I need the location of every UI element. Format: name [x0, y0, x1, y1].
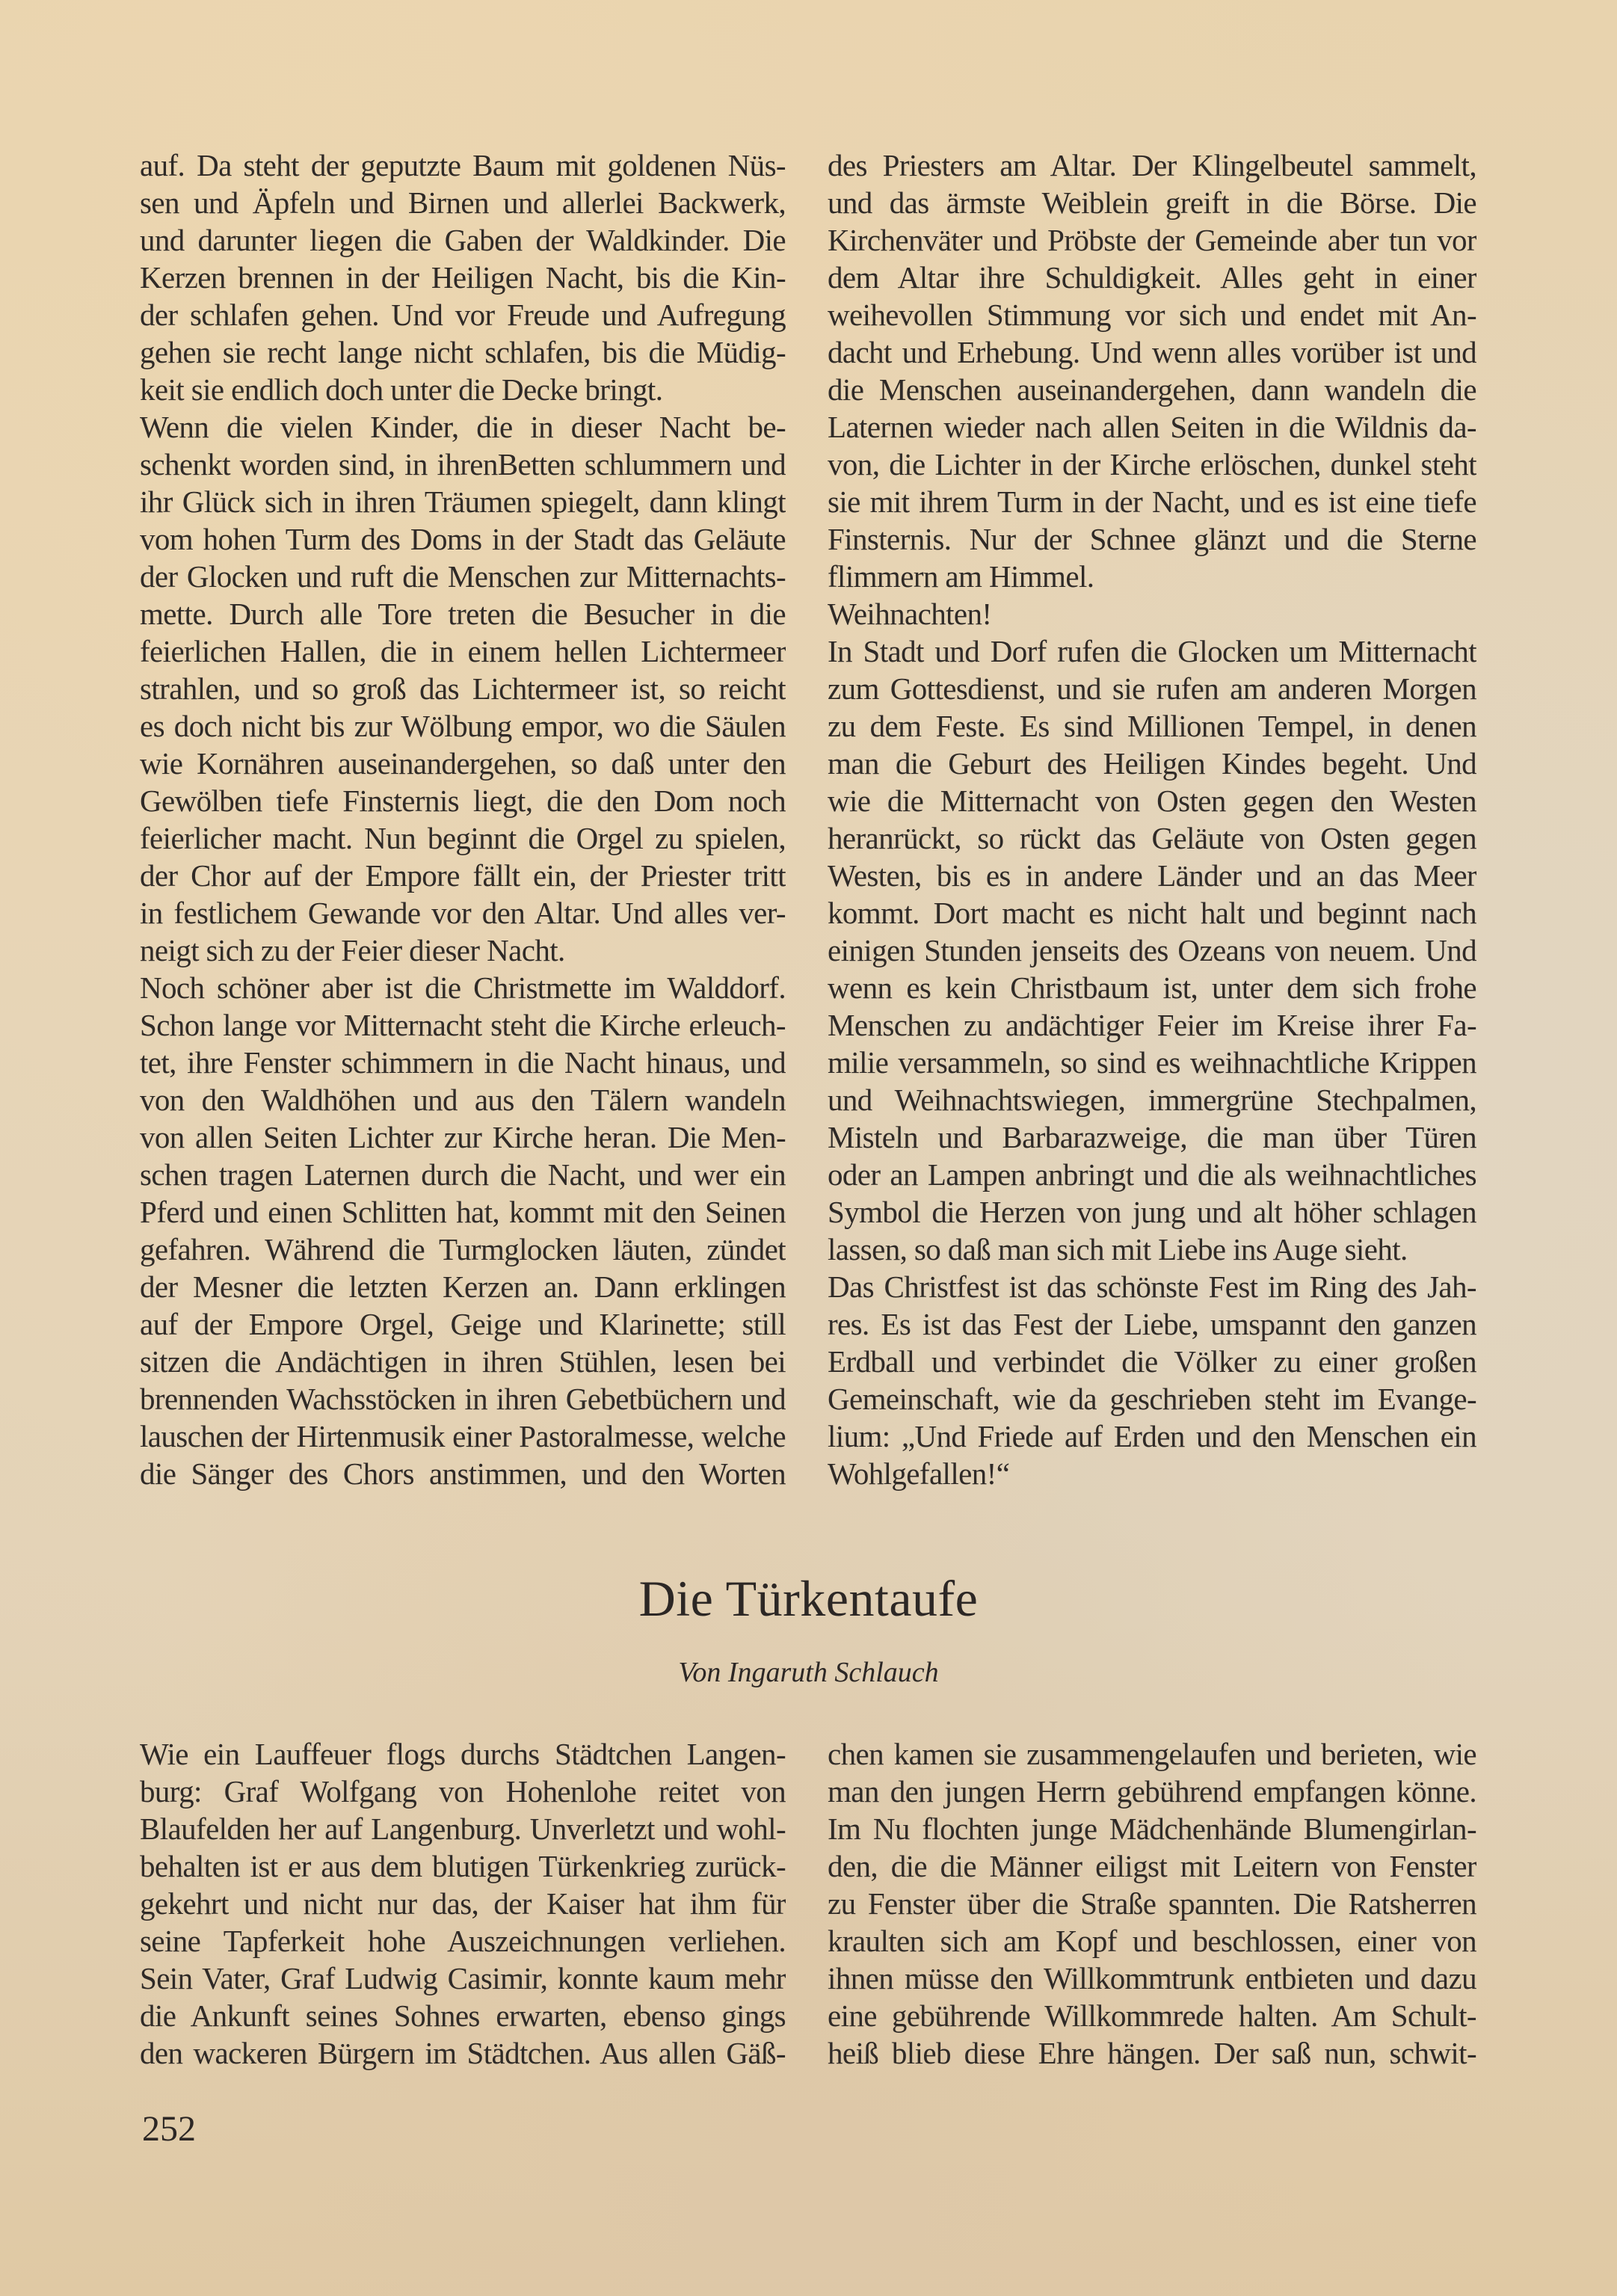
text-line: Wie ein Lauffeuer flogs durchs Städtchen Langen-: [140, 1737, 786, 1771]
text-line: Laternen wieder nach allen Seiten in die Wildnis da-: [828, 410, 1476, 444]
text-line: dem Altar ihre Schuldigkeit. Alles geht in einer: [828, 260, 1476, 295]
text-line: neigt sich zu der Feier dieser Nacht.: [140, 933, 565, 967]
text-line: eine gebührende Willkommrede halten. Am Schult-: [828, 1998, 1476, 2033]
text-line: der Chor auf der Empore fällt ein, der Priester tritt: [140, 858, 786, 893]
text-line: weihevollen Stimmung vor sich und endet mit An-: [828, 298, 1476, 332]
article-1-column-right: [828, 147, 1476, 1492]
text-line: schen tragen Laternen durch die Nacht, und wer ein: [140, 1157, 786, 1192]
text-line: wie Kornähren auseinandergehen, so daß unter den: [140, 746, 786, 781]
text-line: Kerzen brennen in der Heiligen Nacht, bis die Kin-: [140, 260, 786, 295]
text-line: gehen sie recht lange nicht schlafen, bis die Müdig-: [140, 335, 786, 369]
text-line: kommt. Dort macht es nicht halt und beginnt nach: [828, 896, 1476, 930]
text-line: In Stadt und Dorf rufen die Glocken um Mitternacht: [828, 634, 1476, 668]
text-line: die Menschen auseinandergehen, dann wandeln die: [828, 372, 1476, 407]
text-line: den, die die Männer eiligst mit Leitern von Fenster: [828, 1849, 1476, 1883]
article-2-column-right: [828, 1735, 1476, 2072]
text-line: ihr Glück sich in ihren Träumen spiegelt, dann klingt: [140, 484, 786, 519]
text-line: tet, ihre Fenster schimmern in die Nacht hinaus, und: [140, 1045, 786, 1080]
text-line: Misteln und Barbarazweige, die man über Türen: [828, 1120, 1476, 1154]
text-line: ihnen müsse den Willkommtrunk entbieten und dazu: [828, 1961, 1476, 1995]
article-1-column-left: [140, 147, 786, 1492]
text-line: man den jungen Herrn gebührend empfangen könne.: [828, 1774, 1476, 1809]
text-line: des Priesters am Altar. Der Klingelbeutel sammelt,: [828, 148, 1476, 182]
text-line: man die Geburt des Heiligen Kindes begeht. Und: [828, 746, 1476, 781]
text-line: der Mesner die letzten Kerzen an. Dann erklingen: [140, 1269, 786, 1304]
text-line: heranrückt, so rückt das Geläute von Osten gegen: [828, 821, 1476, 855]
text-line: Im Nu flochten junge Mädchenhände Blumengirlan-: [828, 1812, 1476, 1846]
text-line: milie versammeln, so sind es weihnachtliche Krippen: [828, 1045, 1476, 1080]
text-line: von den Waldhöhen und aus den Tälern wandeln: [140, 1083, 786, 1117]
text-line: wie die Mitternacht von Osten gegen den Westen: [828, 784, 1476, 818]
text-line: Das Christfest ist das schönste Fest im Ring des Jah-: [828, 1269, 1476, 1304]
text-line: gefahren. Während die Turmglocken läuten, zündet: [140, 1232, 786, 1267]
text-line: es doch nicht bis zur Wölbung empor, wo die Säulen: [140, 709, 786, 743]
text-line: schenkt worden sind, in ihrenBetten schlummern und: [140, 447, 786, 481]
text-line: seine Tapferkeit hohe Auszeichnungen verliehen.: [140, 1924, 786, 1958]
text-line: Wenn die vielen Kinder, die in dieser Nacht be-: [140, 410, 786, 444]
text-line: zu dem Feste. Es sind Millionen Tempel, in denen: [828, 709, 1476, 743]
text-line: zum Gottesdienst, und sie rufen am anderen Morgen: [828, 671, 1476, 706]
text-line: lauschen der Hirtenmusik einer Pastoralmesse, welche: [140, 1419, 786, 1453]
text-line: behalten ist er aus dem blutigen Türkenkrieg zurück-: [140, 1849, 786, 1883]
text-line: lassen, so daß man sich mit Liebe ins Auge sieht.: [828, 1232, 1408, 1267]
text-line: Noch schöner aber ist die Christmette im Walddorf.: [140, 970, 786, 1005]
text-line: einigen Stunden jenseits des Ozeans von neuem. Und: [828, 933, 1476, 967]
text-line: von allen Seiten Lichter zur Kirche heran. Die Men-: [140, 1120, 786, 1154]
text-line: Wohlgefallen!“: [828, 1456, 1010, 1491]
text-line: res. Es ist das Fest der Liebe, umspannt den ganzen: [828, 1307, 1476, 1341]
text-line: Finsternis. Nur der Schnee glänzt und die Sterne: [828, 522, 1476, 556]
text-line: auf. Da steht der geputzte Baum mit goldenen Nüs-: [140, 148, 786, 182]
text-line: Symbol die Herzen von jung und alt höher schlagen: [828, 1195, 1476, 1229]
article-2-column-left: [140, 1735, 786, 2072]
text-line: oder an Lampen anbringt und die als weihnachtliches: [828, 1157, 1476, 1192]
text-line: und das ärmste Weiblein greift in die Börse. Die: [828, 185, 1476, 220]
text-line: feierlichen Hallen, die in einem hellen Lichtermeer: [140, 634, 786, 668]
text-line: Weihnachten!: [828, 597, 992, 631]
text-line: den wackeren Bürgern im Städtchen. Aus allen Gäß-: [140, 2036, 786, 2070]
page-number: 252: [142, 2109, 196, 2149]
text-line: Erdball und verbindet die Völker zu einer großen: [828, 1344, 1476, 1379]
text-line: der Glocken und ruft die Menschen zur Mitternachts-: [140, 559, 786, 594]
text-line: vom hohen Turm des Doms in der Stadt das Geläute: [140, 522, 786, 556]
text-line: mette. Durch alle Tore treten die Besucher in die: [140, 597, 786, 631]
text-line: in festlichem Gewande vor den Altar. Und alles ver-: [140, 896, 786, 930]
text-line: flimmern am Himmel.: [828, 559, 1094, 594]
text-line: sie mit ihrem Turm in der Nacht, und es ist eine tiefe: [828, 484, 1476, 519]
text-line: Kirchenväter und Pröbste der Gemeinde aber tun vor: [828, 223, 1476, 257]
text-line: Pferd und einen Schlitten hat, kommt mit den Seinen: [140, 1195, 786, 1229]
text-line: strahlen, und so groß das Lichtermeer ist, so reicht: [140, 671, 786, 706]
text-line: gekehrt und nicht nur das, der Kaiser hat ihm für: [140, 1886, 786, 1921]
text-line: burg: Graf Wolfgang von Hohenlohe reitet von: [140, 1774, 786, 1809]
text-line: feierlicher macht. Nun beginnt die Orgel zu spielen,: [140, 821, 786, 855]
text-line: Menschen zu andächtiger Feier im Kreise ihrer Fa-: [828, 1008, 1476, 1042]
text-line: sitzen die Andächtigen in ihren Stühlen, lesen bei: [140, 1344, 786, 1379]
article-2-byline: Von Ingaruth Schlauch: [678, 1657, 939, 1688]
text-line: keit sie endlich doch unter die Decke bringt.: [140, 372, 663, 407]
text-line: der schlafen gehen. Und vor Freude und Aufregung: [140, 298, 786, 332]
text-line: sen und Äpfeln und Birnen und allerlei Backwerk,: [140, 185, 786, 220]
text-line: Schon lange vor Mitternacht steht die Kirche erleuch-: [140, 1008, 786, 1042]
text-line: lium: „Und Friede auf Erden und den Menschen ein: [828, 1419, 1476, 1453]
text-line: zu Fenster über die Straße spannten. Die Ratsherren: [828, 1886, 1476, 1921]
text-line: heiß blieb diese Ehre hängen. Der saß nun, schwit-: [828, 2036, 1476, 2070]
article-2-title: Die Türkentaufe: [638, 1570, 979, 1627]
text-line: von, die Lichter in der Kirche erlöschen, dunkel steht: [828, 447, 1476, 481]
text-line: und darunter liegen die Gaben der Waldkinder. Die: [140, 223, 786, 257]
text-line: Blaufelden her auf Langenburg. Unverletzt und wohl-: [140, 1812, 786, 1846]
text-line: die Ankunft seines Sohnes erwarten, ebenso gings: [140, 1998, 786, 2033]
text-line: Gemeinschaft, wie da geschrieben steht im Evange-: [828, 1382, 1476, 1416]
text-line: chen kamen sie zusammengelaufen und berieten, wie: [828, 1737, 1476, 1771]
text-line: wenn es kein Christbaum ist, unter dem sich frohe: [828, 970, 1476, 1005]
text-line: kraulten sich am Kopf und beschlossen, einer von: [828, 1924, 1476, 1958]
text-line: und Weihnachtswiegen, immergrüne Stechpalmen,: [828, 1083, 1476, 1117]
text-line: Sein Vater, Graf Ludwig Casimir, konnte kaum mehr: [140, 1961, 786, 1995]
text-line: Gewölben tiefe Finsternis liegt, die den Dom noch: [140, 784, 786, 818]
text-line: die Sänger des Chors anstimmen, und den Worten: [140, 1456, 786, 1491]
text-line: brennenden Wachsstöcken in ihren Gebetbüchern und: [140, 1382, 786, 1416]
text-line: Westen, bis es in andere Länder und an das Meer: [828, 858, 1476, 893]
text-line: dacht und Erhebung. Und wenn alles vorüber ist und: [828, 335, 1476, 369]
text-line: auf der Empore Orgel, Geige und Klarinette; still: [140, 1307, 786, 1341]
